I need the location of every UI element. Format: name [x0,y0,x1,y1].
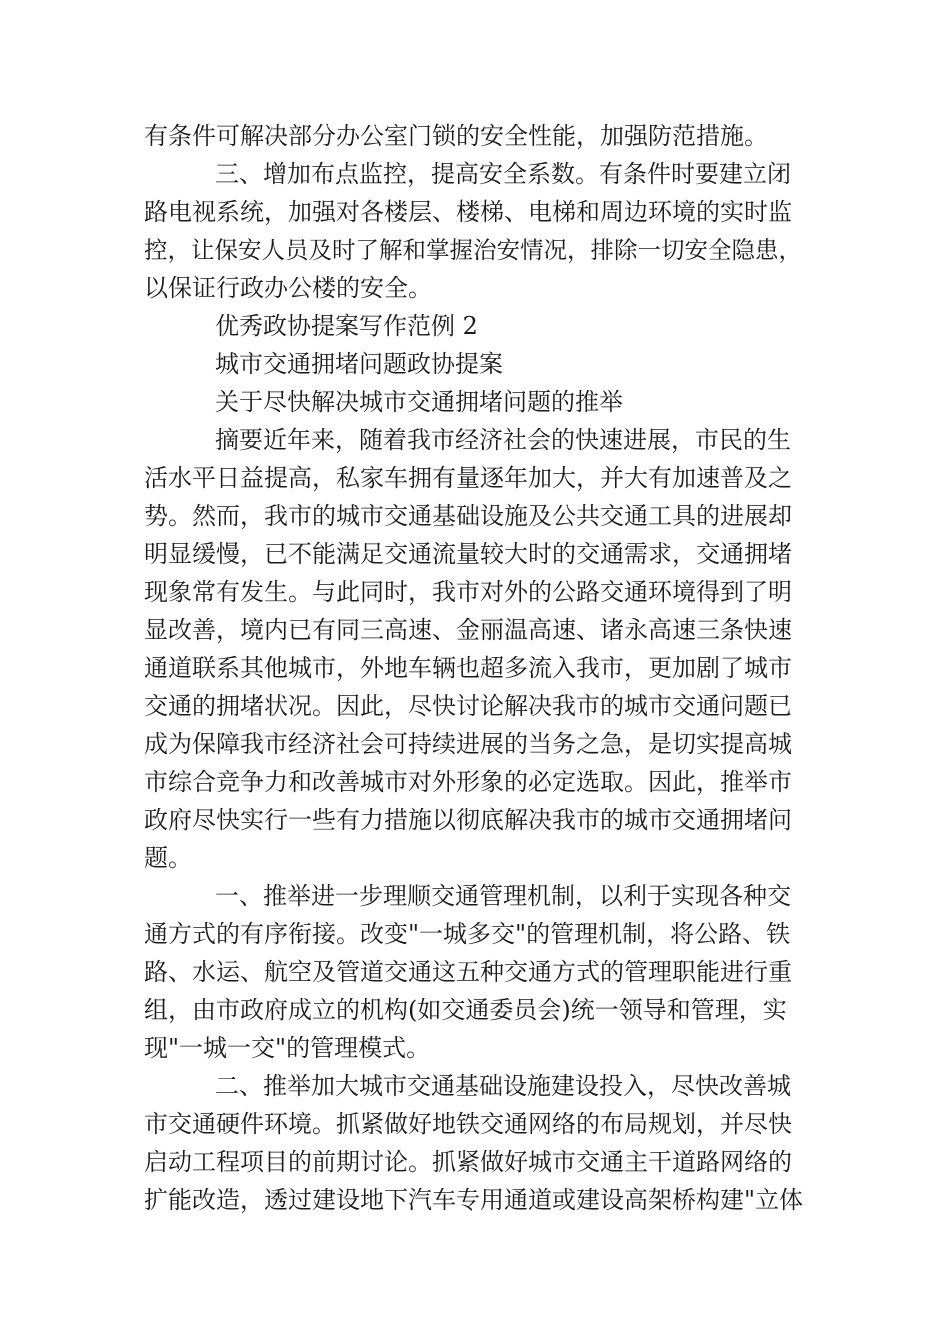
section-heading: 优秀政协提案写作范例 2 [215,312,478,340]
body-line: 题。 [144,844,192,872]
proposal-subtitle: 关于尽快解决城市交通拥堵问题的推举 [215,388,623,416]
body-line: 市交通硬件环境。抓紧做好地铁交通网络的布局规划，并尽快 [144,1110,792,1138]
body-line: 现象常有发生。与此同时，我市对外的公路交通环境得到了明 [144,578,792,606]
body-line: 显改善，境内已有同三高速、金丽温高速、诸永高速三条快速 [144,616,792,644]
proposal-title: 城市交通拥堵问题政协提案 [215,350,503,378]
body-line: 通方式的有序衔接。改变"一城多交"的管理机制，将公路、铁 [144,920,791,948]
body-line: 现"一城一交"的管理模式。 [144,1034,431,1062]
paragraph-first-line: 二、推举加大城市交通基础设施建设投入，尽快改善城 [215,1072,791,1100]
body-line: 有条件可解决部分办公室门锁的安全性能，加强防范措施。 [144,122,768,150]
body-line: 路、水运、航空及管道交通这五种交通方式的管理职能进行重 [144,958,792,986]
body-line: 交通的拥堵状况。因此，尽快讨论解决我市的城市交通问题已 [144,692,792,720]
body-line: 活水平日益提高，私家车拥有量逐年加大，并大有加速普及之 [144,464,792,492]
paragraph-first-line: 三、增加布点监控，提高安全系数。有条件时要建立闭 [215,160,791,188]
body-line: 扩能改造，透过建设地下汽车专用通道或建设高架桥构建"立体 [144,1186,804,1214]
body-line: 市综合竞争力和改善城市对外形象的必定选取。因此，推举市 [144,768,792,796]
body-line: 启动工程项目的前期讨论。抓紧做好城市交通主干道路网络的 [144,1148,792,1176]
body-line: 明显缓慢，已不能满足交通流量较大时的交通需求，交通拥堵 [144,540,792,568]
body-line: 以保证行政办公楼的安全。 [144,274,432,302]
body-line: 成为保障我市经济社会可持续进展的当务之急，是切实提高城 [144,730,792,758]
body-line: 政府尽快实行一些有力措施以彻底解决我市的城市交通拥堵问 [144,806,792,834]
body-line: 组，由市政府成立的机构(如交通委员会)统一领导和管理，实 [144,996,787,1024]
body-line: 势。然而，我市的城市交通基础设施及公共交通工具的进展却 [144,502,792,530]
paragraph-first-line: 摘要近年来，随着我市经济社会的快速进展，市民的生 [215,426,791,454]
body-line: 路电视系统，加强对各楼层、楼梯、电梯和周边环境的实时监 [144,198,792,226]
body-line: 控，让保安人员及时了解和掌握治安情况，排除一切安全隐患， [144,236,802,264]
body-line: 通道联系其他城市，外地车辆也超多流入我市，更加剧了城市 [144,654,792,682]
paragraph-first-line: 一、推举进一步理顺交通管理机制，以利于实现各种交 [215,882,791,910]
